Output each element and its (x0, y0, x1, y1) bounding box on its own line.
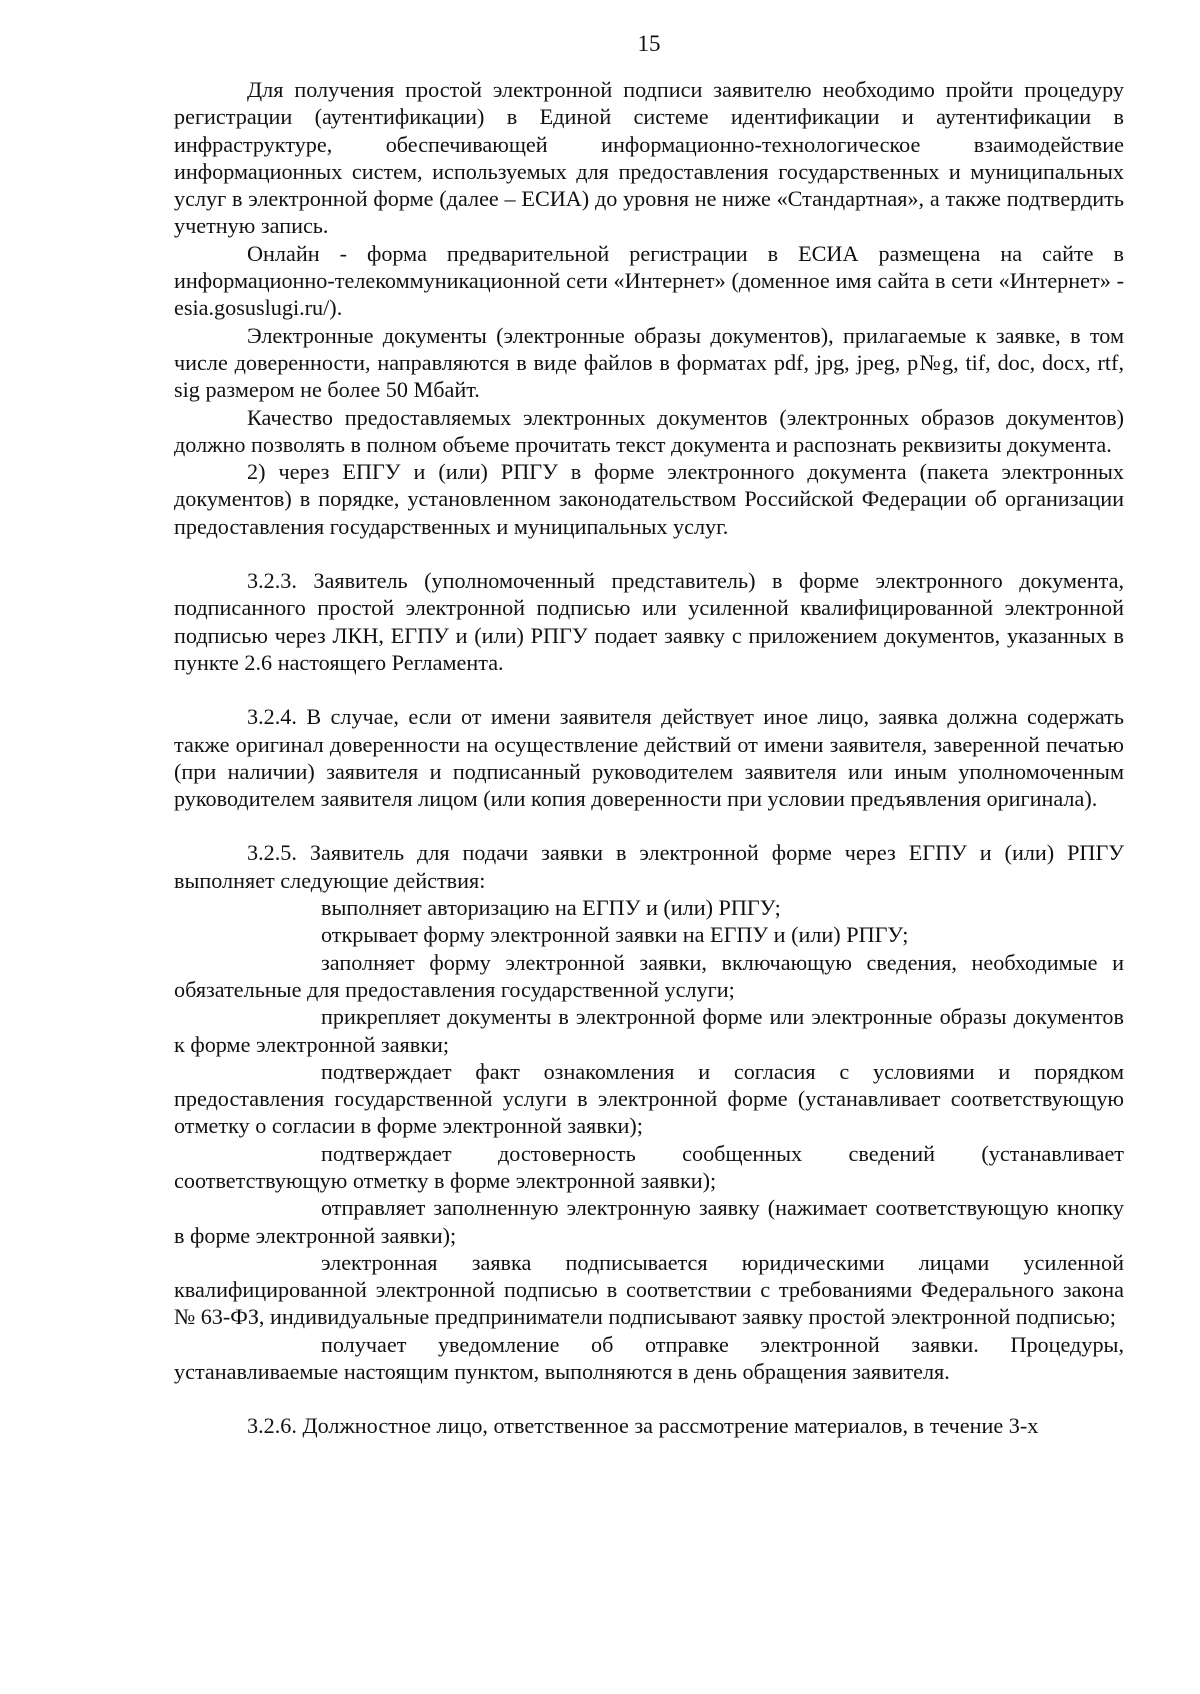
section-3-2-5: 3.2.5. Заявитель для подачи заявки в электронной форме через ЕГПУ и (или) РПГУ выполняет следующие действия: (174, 840, 1124, 893)
paragraph-esia-registration: Для получения простой электронной подписи заявителю необходимо пройти процедуру регистрации (аутентификации) в Единой системе идентификации и аутентификации в инфраструктуре, обеспечивающей информационно-технологическое взаимодействие информационных систем, используемых для предоставления государственных и муниципальных услуг в электронной форме (далее – ЕСИА) до уровня не ниже «Стандартная», а также подтвердить учетную запись. (174, 77, 1124, 239)
list-item: открывает форму электронной заявки на ЕГПУ и (или) РПГУ; (321, 922, 909, 948)
page-number: 15 (637, 31, 661, 56)
list-item: электронная заявка подписывается юридическими лицами усиленной квалифицированной электронной подписью в соответствии с требованиями Федерального закона № 63-ФЗ, индивидуальные предприниматели подписывают заявку простой электронной подписью; (174, 1249, 1124, 1330)
paragraph-file-formats: Электронные документы (электронные образы документов), прилагаемые к заявке, в том числе доверенности, направляются в виде файлов в форматах pdf, jpg, jpeg, p№g, tif, doc, docx, rtf, sig размером не более 50 Мбайт. (174, 322, 1124, 403)
document-page (174, 22, 1124, 1440)
section-3-2-6: 3.2.6. Должностное лицо, ответственное за рассмотрение материалов, в течение 3-х (247, 1413, 1039, 1439)
paragraph-document-quality: Качество предоставляемых электронных документов (электронных образов документов) должно позволять в полном объеме прочитать текст документа и распознать реквизиты документа. (174, 404, 1124, 457)
list-item: подтверждает достоверность сообщенных сведений (устанавливает соответствующую отметку в форме электронной заявки); (174, 1140, 1124, 1193)
paragraph-online-form: Онлайн - форма предварительной регистрации в ЕСИА размещена на сайте в информационно-телекоммуникационной сети «Интернет» (доменное имя сайта в сети «Интернет» - esia.gosuslugi.ru/). (174, 240, 1124, 321)
list-item: заполняет форму электронной заявки, включающую сведения, необходимые и обязательные для предоставления государственной услуги; (174, 949, 1124, 1002)
list-item: подтверждает факт ознакомления и согласия с условиями и порядком предоставления государственной услуги в электронной форме (устанавливает соответствующую отметку о согласии в форме электронной заявки); (174, 1058, 1124, 1139)
list-item: отправляет заполненную электронную заявку (нажимает соответствующую кнопку в форме электронной заявки); (174, 1195, 1124, 1248)
list-item: получает уведомление об отправке электронной заявки. Процедуры, устанавливаемые настоящим пунктом, выполняются в день обращения заявителя. (174, 1331, 1124, 1385)
section-3-2-3: 3.2.3. Заявитель (уполномоченный представитель) в форме электронного документа, подписанного простой электронной подписью или усиленной квалифицированной электронной подписью через ЛКН, ЕГПУ и (или) РПГУ подает заявку с приложением документов, указанных в пункте 2.6 настоящего Регламента. (174, 568, 1124, 675)
section-3-2-4: 3.2.4. В случае, если от имени заявителя действует иное лицо, заявка должна содержать также оригинал доверенности на осуществление действий от имени заявителя, заверенной печатью (при наличии) заявителя и подписанный руководителем заявителя или иным уполномоченным руководителем заявителя лицом (или копия доверенности при условии предъявления оригинала). (174, 704, 1124, 812)
list-item: выполняет авторизацию на ЕГПУ и (или) РПГУ; (321, 895, 781, 921)
paragraph-epgu-submission: 2) через ЕПГУ и (или) РПГУ в форме электронного документа (пакета электронных документов) в порядке, установленном законодательством Российской Федерации об организации предоставления государственных и муниципальных услуг. (174, 459, 1124, 539)
list-item: прикрепляет документы в электронной форме или электронные образы документов к форме электронной заявки; (174, 1004, 1124, 1057)
